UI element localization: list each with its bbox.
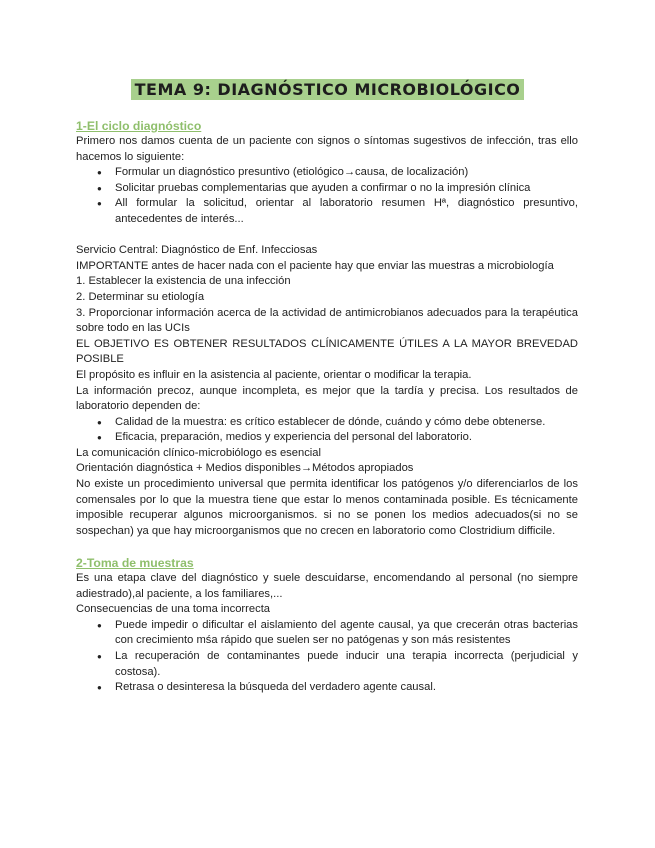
quality-bullet-list [76,415,578,446]
info-statement: La información precoz, aunque incompleta, es mejor que la tardía y precisa. Los resultados de laboratorio dependen de: [76,384,578,413]
title-wrap [0,79,655,100]
important-note: IMPORTANTE antes de hacer nada con el paciente hay que enviar las muestras a microbiología [76,259,554,272]
list-item: ● Retrasa o desinteresa la búsqueda del verdadero agente causal. [76,680,578,696]
purpose-statement: El propósito es influir en la asistencia al paciente, orientar o modificar la terapia. [76,368,472,381]
procedure-paragraph: No existe un procedimiento universal que permita identificar los patógenos y/o diferenciarlos de los comensales por lo que la muestra tiene que estar lo menos contaminada posible. Es técnicamente imposible recuperar algunos microorganismos. si no se ponen los medios adecuados(si no se sospechan) ya que hay microorganismos que no crecen en laboratorio como Clostridium difficile. [76,478,578,537]
step-3: 3. Proporcionar información acerca de la actividad de antimicrobianos adecuados para la terapéutica sobre todo en las UCIs [76,306,578,335]
list-item: ● Calidad de la muestra: es crítico establecer de dónde, cuándo y cómo debe obtenerse. [76,415,578,431]
list-item: ● Puede impedir o dificultar el aislamiento del agente causal, ya que crecerán otras bacterias con crecimiento mśa rápido que suelen ser no patógenas y son más resistentes [76,618,578,649]
list-item: ● Formular un diagnóstico presuntivo (etiológico→causa, de localización) [76,165,578,181]
section2-intro: Es una etapa clave del diagnóstico y suele descuidarse, encomendando al personal (no siempre adiestrado),al paciente, a los familiares,... [76,572,578,600]
list-item: ● All formular la solicitud, orientar al laboratorio resumen Hª, diagnóstico presuntivo, antecedentes de interés... [76,196,578,227]
step-1: 1. Establecer la existencia de una infección [76,275,291,288]
section2-bullet-list [76,618,578,696]
list-item: ● Eficacia, preparación, medios y experiencia del personal del laboratorio. [76,430,578,446]
consequences-label: Consecuencias de una toma incorrecta [76,603,271,616]
spacer [76,228,578,244]
section2-heading: 2-Toma de muestras [76,556,194,571]
section1-intro: Primero nos damos cuenta de un paciente con signos o síntomas sugestivos de infección, tras ello hacemos lo siguiente: [76,135,578,163]
orientation-line: Orientación diagnóstica + Medios disponibles→Métodos apropiados [76,462,414,475]
objective-statement: EL OBJETIVO ES OBTENER RESULTADOS CLÍNICAMENTE ÚTILES A LA MAYOR BREVEDAD POSIBLE [76,337,578,366]
section1-heading: 1-El ciclo diagnóstico [76,119,202,133]
communication-line: La comunicación clínico-microbiólogo es esencial [76,446,322,459]
document-body [76,118,578,696]
step-2: 2. Determinar su etiología [76,290,205,303]
page-title: TEMA 9: DIAGNÓSTICO MICROBIOLÓGICO [131,79,525,100]
spacer [76,539,578,555]
list-item: ● Solicitar pruebas complementarias que ayuden a confirmar o no la impresión clínica [76,181,578,197]
section1-bullet-list [76,165,578,227]
list-item: ● La recuperación de contaminantes puede inducir una terapia incorrecta (perjudicial y costosa). [76,649,578,680]
service-line: Servicio Central: Diagnóstico de Enf. Infecciosas [76,244,318,257]
